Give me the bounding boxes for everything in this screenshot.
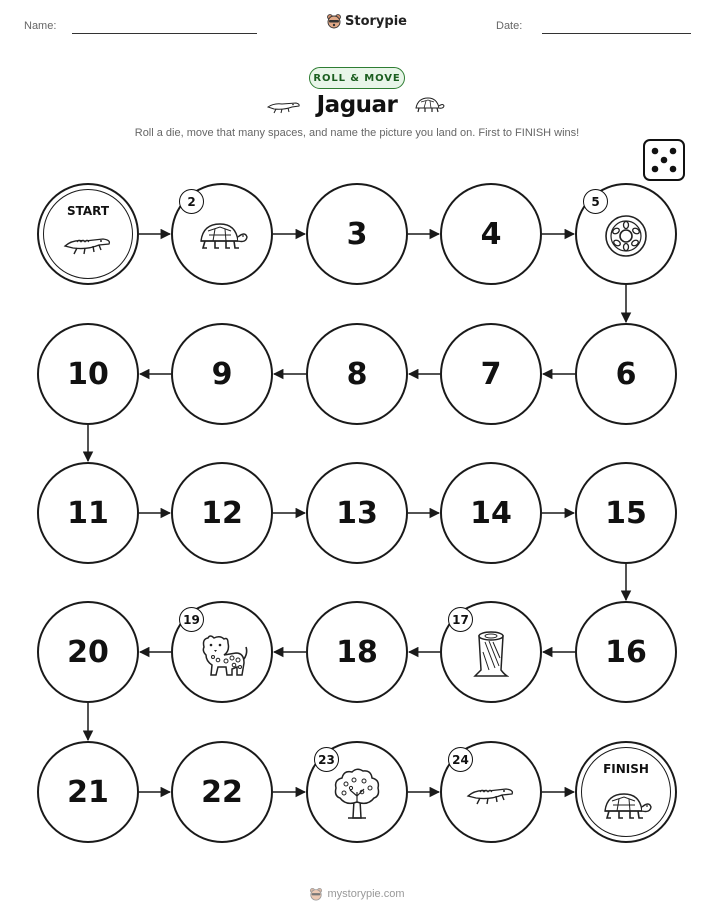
board-space-21[interactable] xyxy=(37,741,139,843)
board-space-15[interactable] xyxy=(575,462,677,564)
space-number: 18 xyxy=(336,634,378,670)
board-space-16[interactable] xyxy=(575,601,677,703)
board-space-2[interactable] xyxy=(171,183,273,285)
board-space-6[interactable] xyxy=(575,323,677,425)
board-space-19[interactable] xyxy=(171,601,273,703)
tree-stump-icon xyxy=(473,628,509,680)
board-space-3[interactable] xyxy=(306,183,408,285)
board-space-18[interactable] xyxy=(306,601,408,703)
board-space-22[interactable] xyxy=(171,741,273,843)
board-space-10[interactable] xyxy=(37,323,139,425)
bear-logo-icon xyxy=(309,887,323,901)
space-number: 10 xyxy=(67,356,109,392)
instructions: Roll a die, move that many spaces, and name the picture you land on. First to FINISH wins! xyxy=(134,127,580,139)
space-number: 14 xyxy=(470,495,512,531)
date-label: Date: xyxy=(496,20,523,32)
space-number: 3 xyxy=(346,216,368,252)
brand-name: Storypie xyxy=(345,13,407,29)
board-space-9[interactable] xyxy=(171,323,273,425)
board-space-4[interactable] xyxy=(440,183,542,285)
footer xyxy=(0,887,714,901)
board-space-14[interactable] xyxy=(440,462,542,564)
space-number-badge: 17 xyxy=(448,607,473,632)
start-space[interactable] xyxy=(37,183,139,285)
space-number: 9 xyxy=(211,356,233,392)
space-number-badge: 2 xyxy=(179,189,204,214)
tree-icon xyxy=(332,766,382,822)
board-space-23[interactable] xyxy=(306,741,408,843)
space-number: 16 xyxy=(605,634,647,670)
wheel-icon xyxy=(603,213,649,259)
name-label: Name: xyxy=(24,20,57,32)
finish-space[interactable] xyxy=(575,741,677,843)
board-space-11[interactable] xyxy=(37,462,139,564)
game-type-badge: ROLL & MOVE xyxy=(309,67,405,89)
crocodile-icon xyxy=(466,781,516,807)
turtle-icon xyxy=(577,789,675,823)
space-number: 7 xyxy=(480,356,502,392)
space-number-badge: 24 xyxy=(448,747,473,772)
space-number: 15 xyxy=(605,495,647,531)
space-number-badge: 5 xyxy=(583,189,608,214)
footer-site: mystorypie.com xyxy=(327,888,405,900)
board-space-8[interactable] xyxy=(306,323,408,425)
start-label: START xyxy=(66,204,110,218)
space-number: 11 xyxy=(67,495,109,531)
board-space-5[interactable] xyxy=(575,183,677,285)
crocodile-icon xyxy=(39,231,137,257)
space-number: 22 xyxy=(201,774,243,810)
board-space-13[interactable] xyxy=(306,462,408,564)
page-title: Jaguar xyxy=(316,92,398,118)
board-space-7[interactable] xyxy=(440,323,542,425)
board-space-12[interactable] xyxy=(171,462,273,564)
space-number: 12 xyxy=(201,495,243,531)
turtle-icon xyxy=(195,219,249,253)
jaguar-icon xyxy=(196,629,248,679)
space-number-badge: 19 xyxy=(179,607,204,632)
space-number: 6 xyxy=(615,356,637,392)
space-number: 13 xyxy=(336,495,378,531)
board-space-17[interactable] xyxy=(440,601,542,703)
space-number-badge: 23 xyxy=(314,747,339,772)
board-space-20[interactable] xyxy=(37,601,139,703)
space-number: 20 xyxy=(67,634,109,670)
space-number: 8 xyxy=(346,356,368,392)
space-number: 21 xyxy=(67,774,109,810)
board-space-24[interactable] xyxy=(440,741,542,843)
finish-label: FINISH xyxy=(603,762,649,776)
space-number: 4 xyxy=(480,216,502,252)
